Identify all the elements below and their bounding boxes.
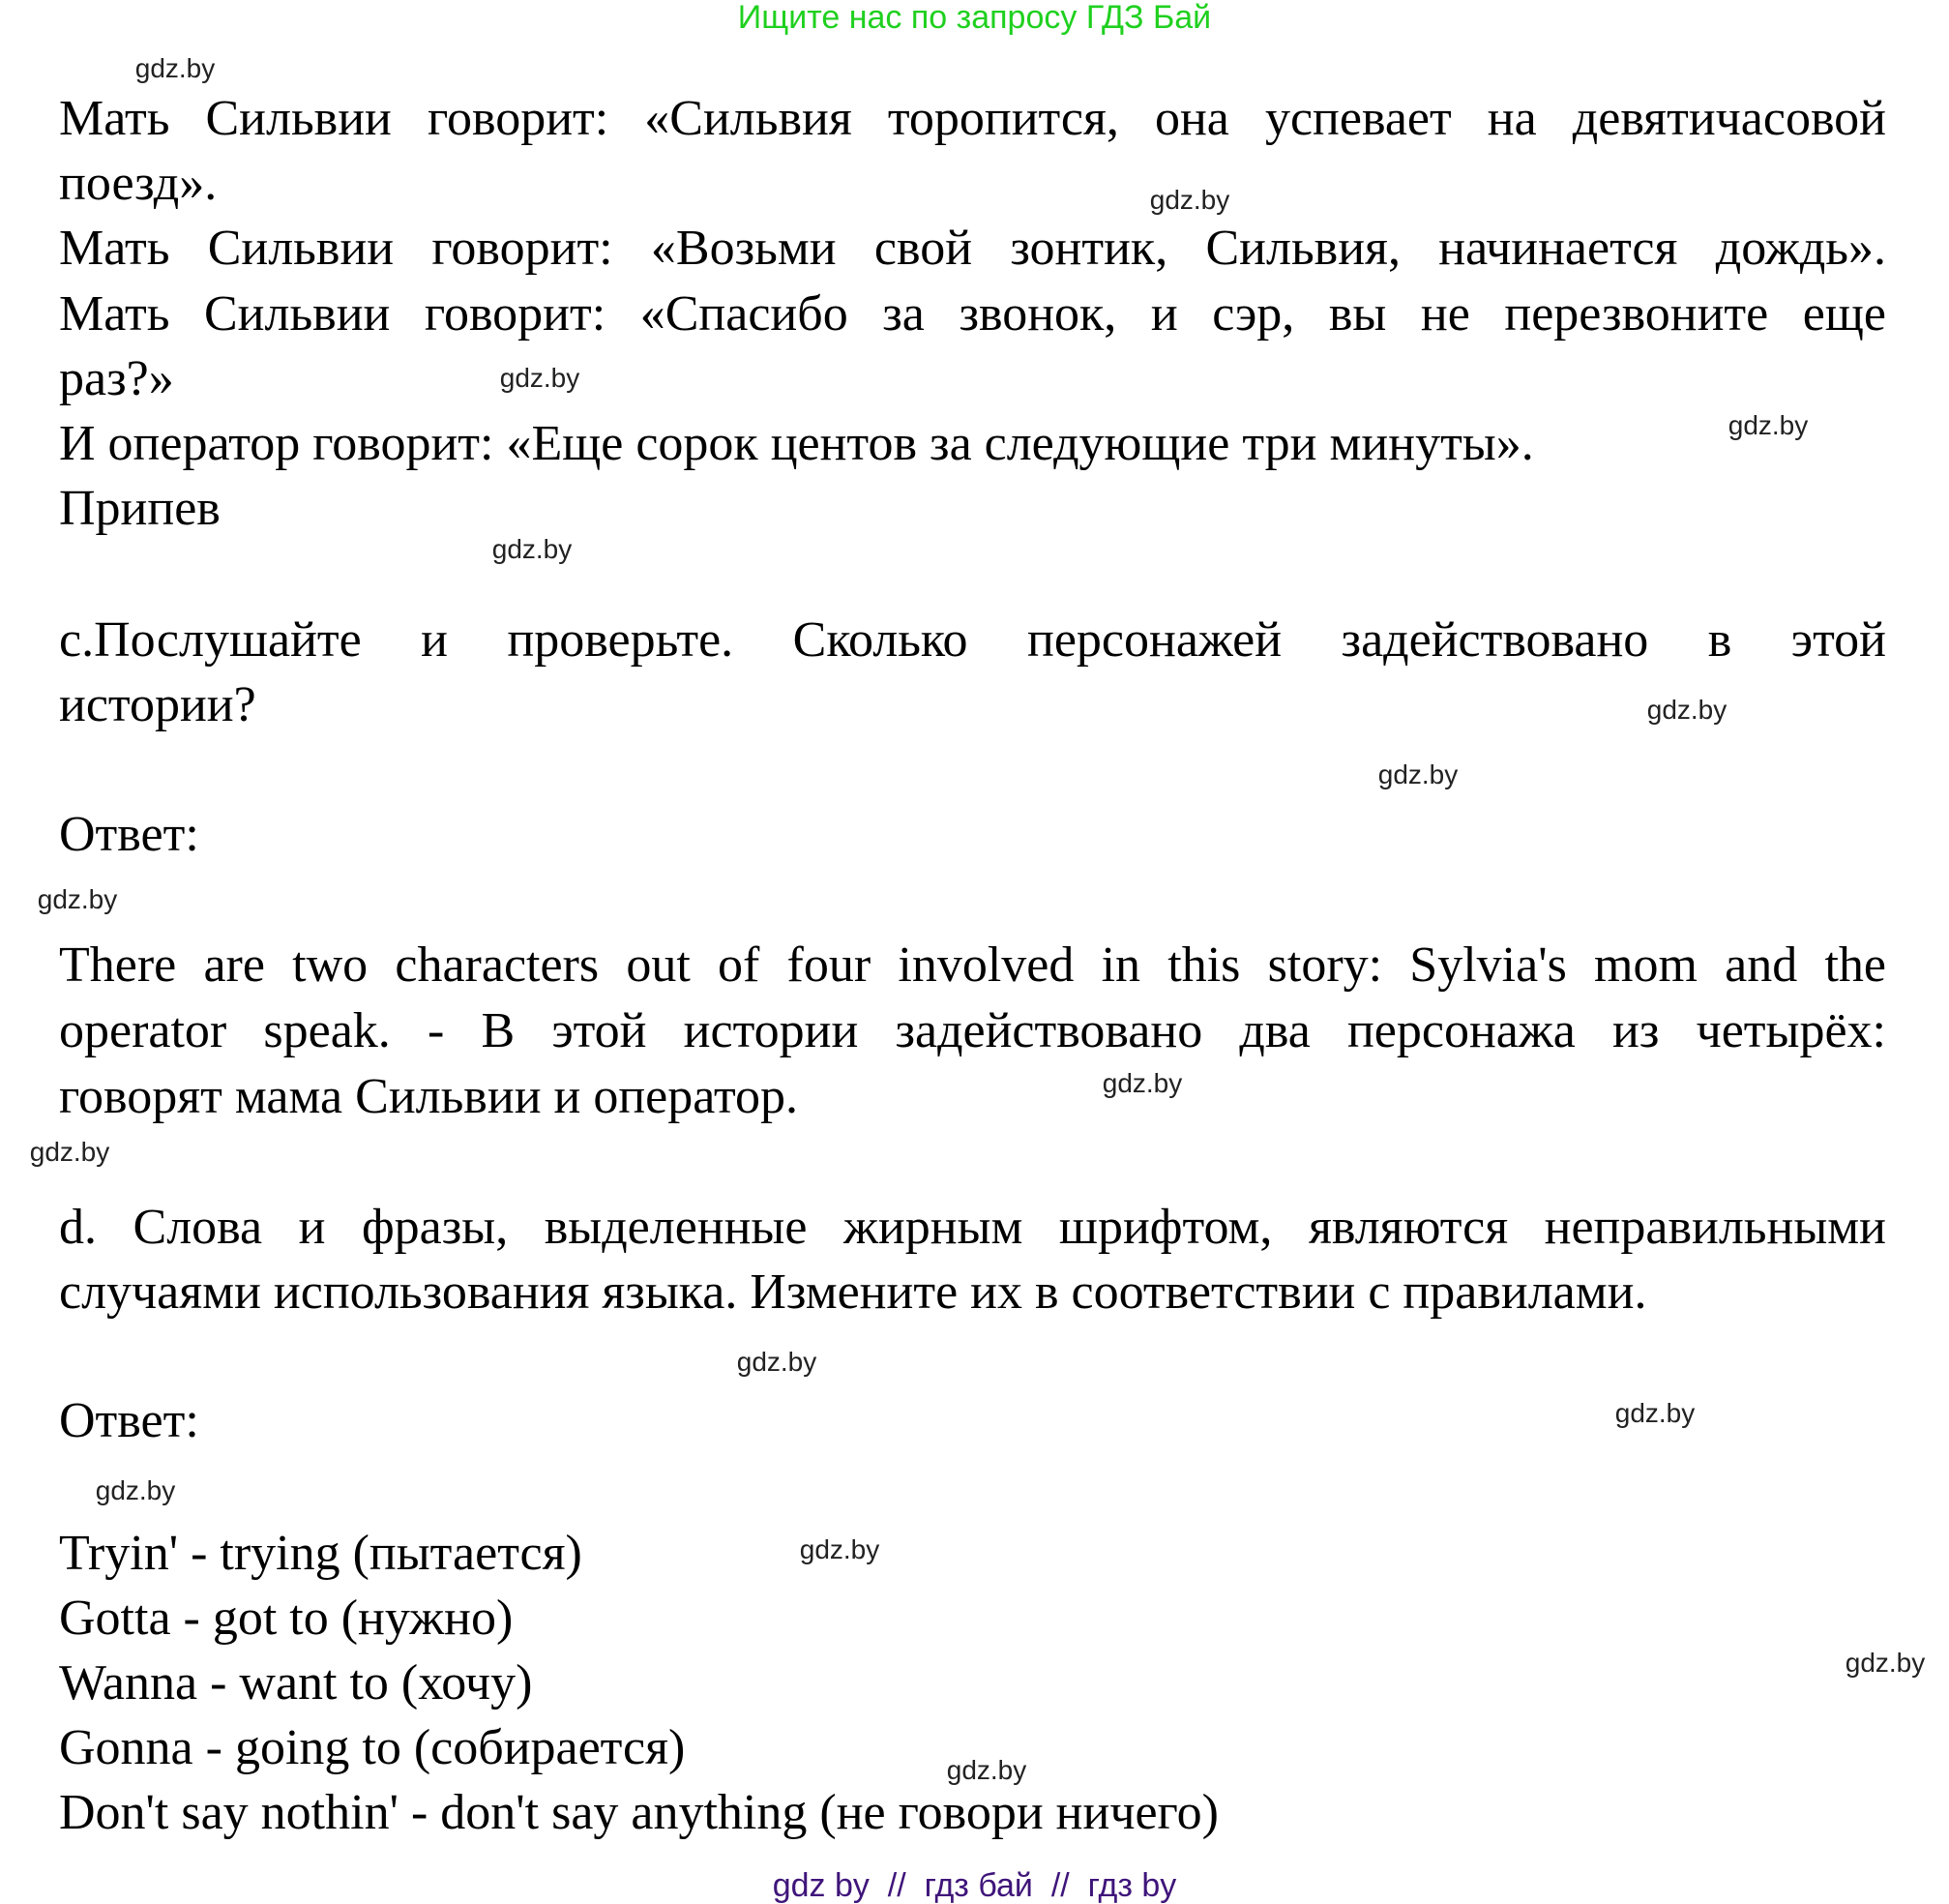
- task-d-question: d. Слова и фразы, выделенные жирным шрифтом, являются неправильными: [59, 1200, 1886, 1255]
- task-c-answer: operator speak. - В этой истории задействовано два персонажа из четырёх:: [59, 1003, 1886, 1058]
- task-d-answer-item: Gotta - got to (нужно): [59, 1591, 514, 1646]
- task-d-answer-label: Ответ:: [59, 1393, 199, 1448]
- watermark: gdz.by: [1728, 410, 1809, 440]
- watermark: gdz.by: [1377, 759, 1459, 789]
- song-line-chorus: Припев: [59, 481, 221, 536]
- watermark: gdz.by: [1149, 185, 1230, 215]
- task-c-answer-label: Ответ:: [59, 807, 199, 862]
- watermark: gdz.by: [1102, 1068, 1183, 1098]
- task-c-question: истории?: [59, 677, 256, 732]
- task-d-answer-item: Gonna - going to (собирается): [59, 1720, 686, 1775]
- watermark: gdz.by: [29, 1137, 110, 1167]
- song-line: Мать Сильвии говорит: «Возьми свой зонтик, Сильвия, начинается дождь».: [59, 221, 1886, 276]
- watermark: gdz.by: [491, 534, 573, 564]
- song-line: Мать Сильвии говорит: «Сильвия торопится, она успевает на девятичасовой: [59, 91, 1886, 146]
- task-d-answer-item: Don't say nothin' - don't say anything (не говори ничего): [59, 1785, 1219, 1840]
- song-line: поезд».: [59, 156, 218, 211]
- watermark: gdz.by: [799, 1534, 880, 1564]
- watermark: gdz.by: [1614, 1398, 1696, 1428]
- task-d-answer-item: Tryin' - trying (пытается): [59, 1526, 582, 1581]
- task-c-answer: говорят мама Сильвии и оператор.: [59, 1069, 799, 1124]
- watermark: gdz.by: [134, 53, 216, 83]
- watermark: gdz.by: [499, 363, 580, 393]
- song-line: Мать Сильвии говорит: «Спасибо за звонок, и сэр, вы не перезвоните еще: [59, 286, 1886, 342]
- watermark: gdz.by: [736, 1347, 817, 1377]
- footer-site-links: gdz by // гдз бай // гдз by: [772, 1867, 1177, 1904]
- watermark: gdz.by: [95, 1475, 176, 1505]
- watermark: gdz.by: [1845, 1648, 1926, 1678]
- song-line: раз?»: [59, 351, 174, 406]
- search-hint-banner: Ищите нас по запросу ГДЗ Бай: [737, 0, 1212, 36]
- task-c-answer: There are two characters out of four involved in this story: Sylvia's mom and the: [59, 937, 1886, 993]
- task-c-question: c.Послушайте и проверьте. Сколько персонажей задействовано в этой: [59, 612, 1886, 668]
- task-d-question: случаями использования языка. Измените их в соответствии с правилами.: [59, 1264, 1647, 1320]
- song-line: И оператор говорит: «Еще сорок центов за следующие три минуты».: [59, 416, 1534, 471]
- watermark: gdz.by: [946, 1755, 1027, 1785]
- watermark: gdz.by: [1646, 695, 1728, 725]
- watermark: gdz.by: [37, 884, 118, 914]
- task-d-answer-item: Wanna - want to (хочу): [59, 1655, 533, 1711]
